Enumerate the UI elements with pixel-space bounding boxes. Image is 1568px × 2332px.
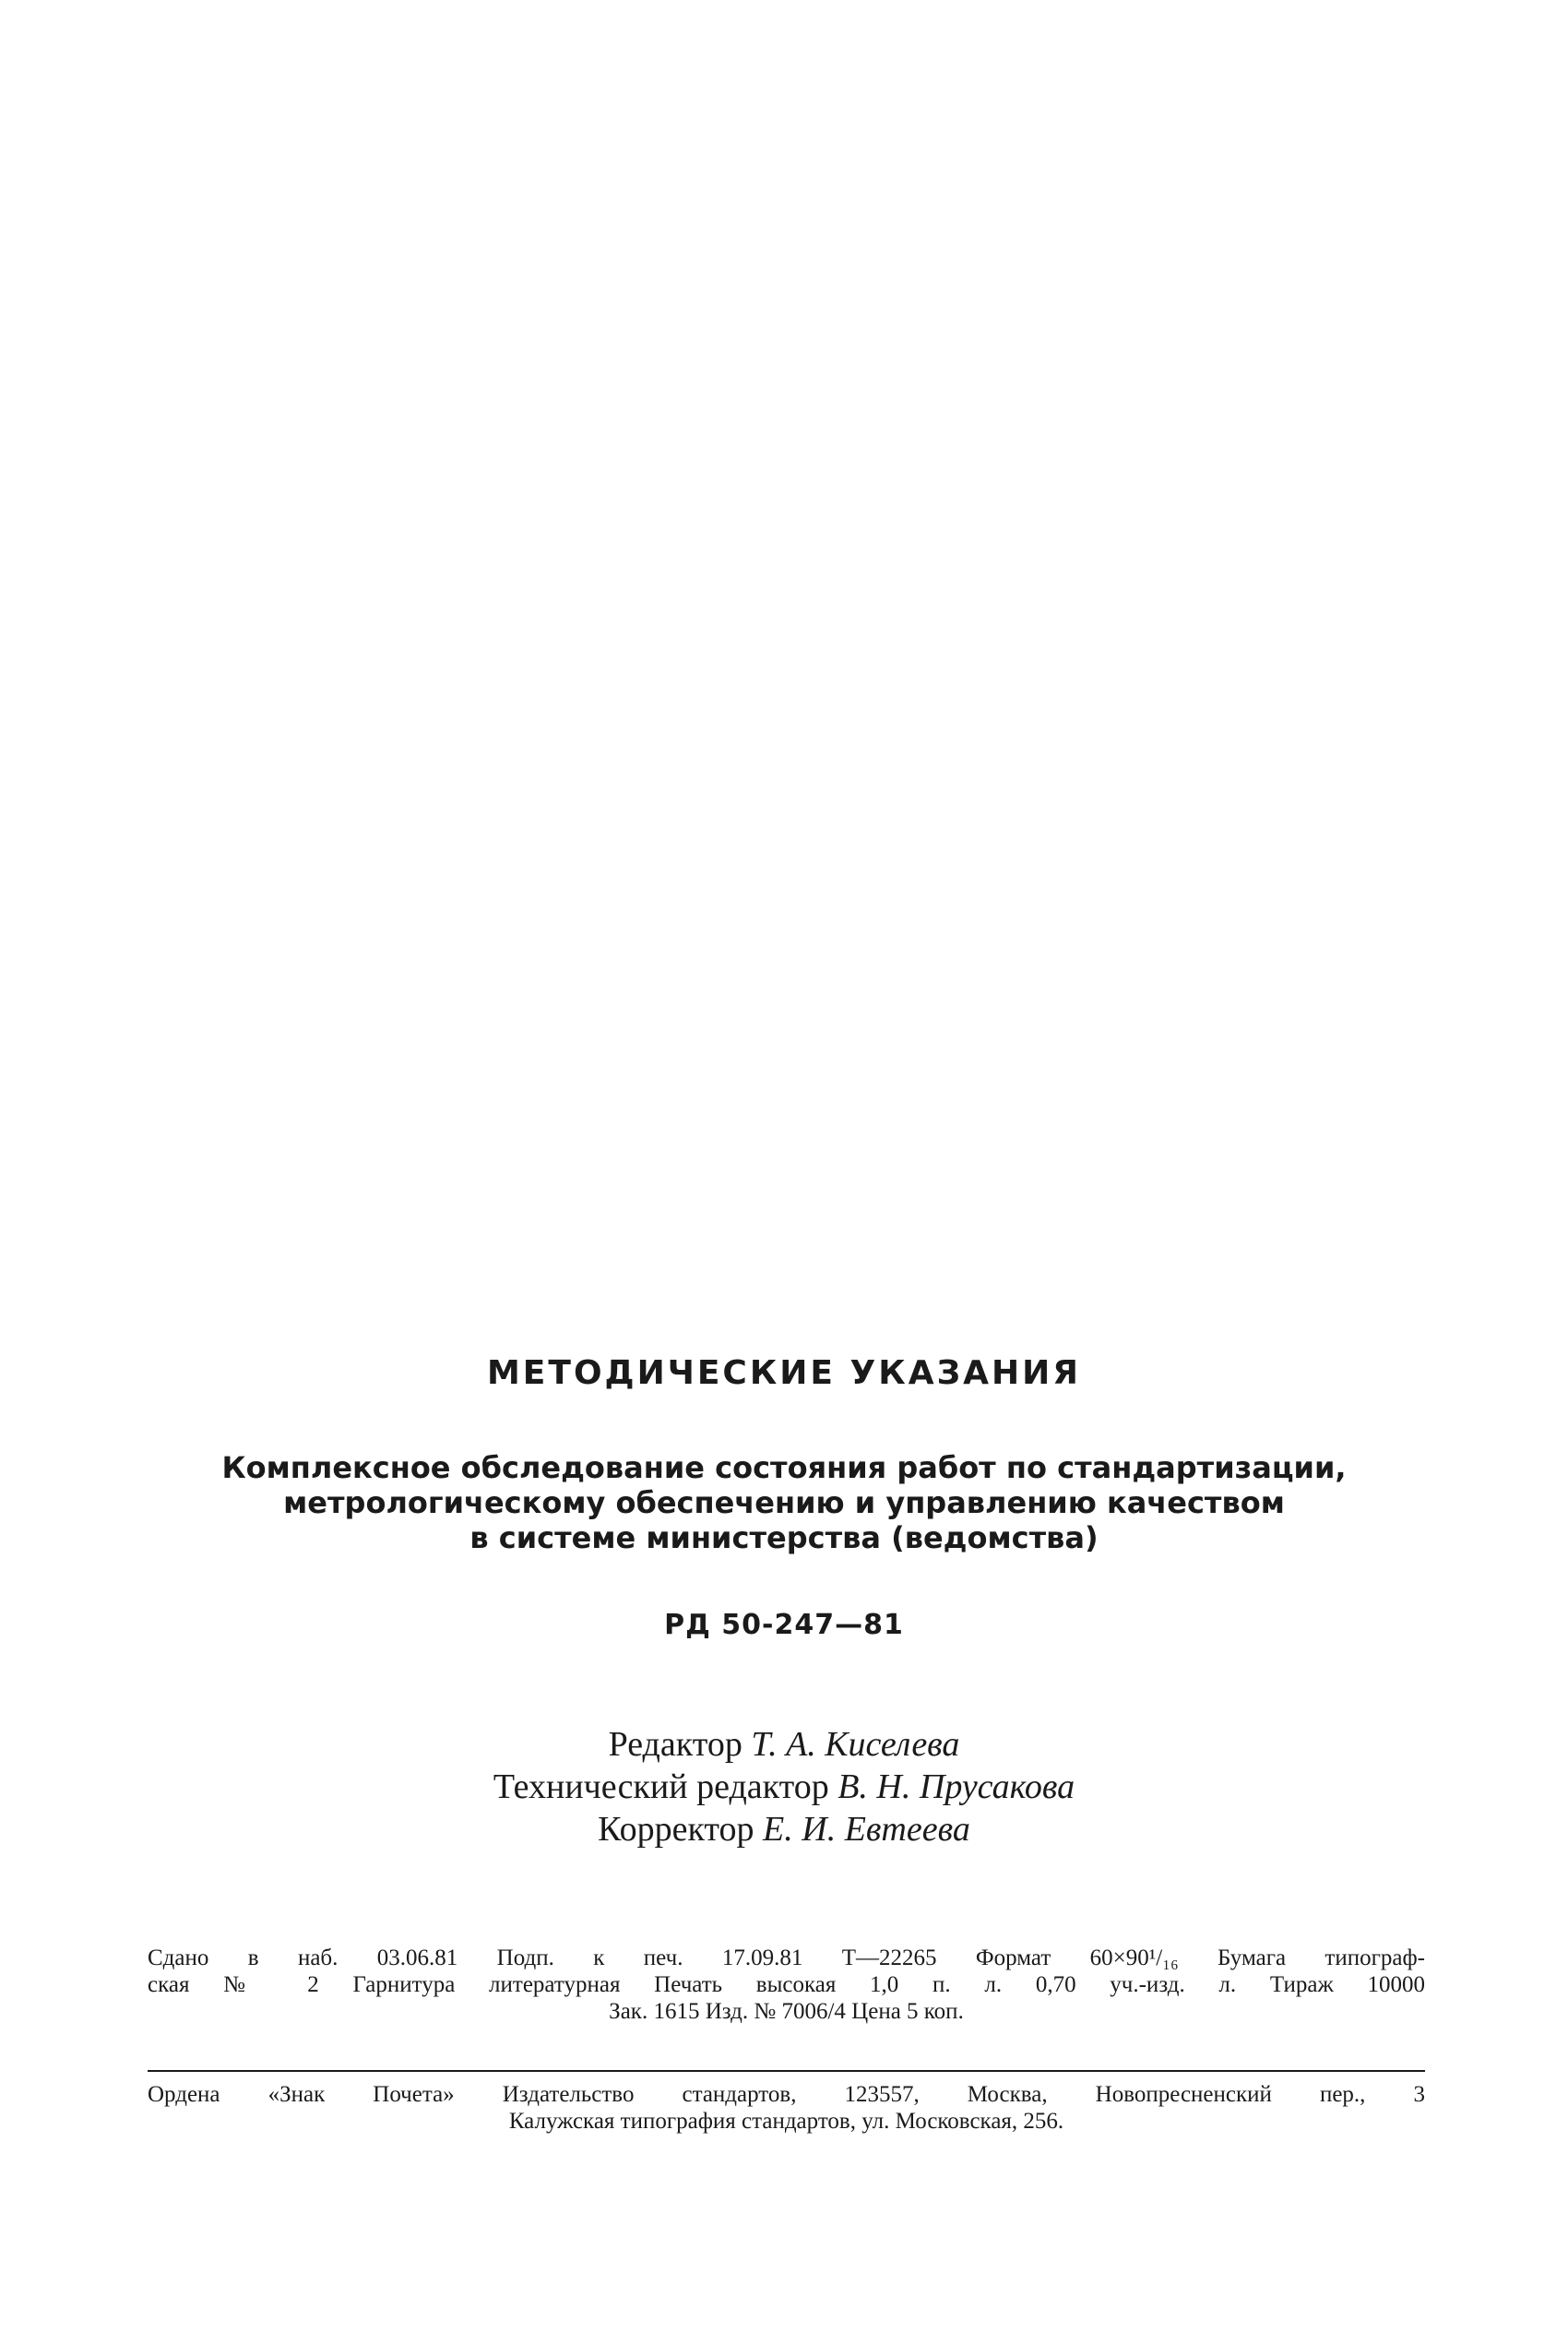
document-subtitle: [0, 1450, 1568, 1555]
publisher-block: [148, 2081, 1425, 2135]
imprint-block: [148, 1945, 1425, 2025]
subtitle-line: метрологическому обеспечению и управлению качеством: [283, 1485, 1285, 1520]
imprint-line: Зак. 1615 Изд. № 7006/4 Цена 5 коп.: [609, 1999, 964, 2024]
credit-person: Т. А. Киселева: [751, 1725, 960, 1764]
publisher-line: Калужская типография стандартов, ул. Московская, 256.: [508, 2109, 1064, 2134]
imprint-line: ская № 2 Гарнитура литературная Печать высокая 1,0 п. л. 0,70 уч.-изд. л. Тираж 10000: [148, 1972, 1425, 1997]
publisher-line: Ордена «Знак Почета» Издательство стандартов, 123557, Москва, Новопресненский пер., 3: [148, 2082, 1425, 2107]
credit-role: Технический редактор: [493, 1767, 829, 1806]
imprint-line: Сдано в наб. 03.06.81 Подп. к печ. 17.09.81 Т—22265 Формат 60×90¹/₁₆ Бумага типограф-: [148, 1945, 1425, 1970]
credit-person: Е. И. Евтеева: [763, 1810, 970, 1849]
document-heading: МЕТОДИЧЕСКИЕ УКАЗАНИЯ: [486, 1354, 1081, 1392]
divider-rule: [148, 2070, 1425, 2072]
document-code: РД 50-247—81: [664, 1609, 904, 1641]
subtitle-line: Комплексное обследование состояния работ по стандартизации,: [221, 1450, 1347, 1485]
credit-editor: [0, 1723, 1568, 1766]
credit-person: В. Н. Прусакова: [837, 1767, 1075, 1806]
credits-block: [0, 1723, 1568, 1850]
credit-role: Корректор: [598, 1810, 754, 1849]
credit-proofreader: [0, 1808, 1568, 1850]
credit-role: Редактор: [608, 1725, 742, 1764]
subtitle-line: в системе министерства (ведомства): [469, 1520, 1099, 1555]
credit-technical-editor: [0, 1766, 1568, 1808]
